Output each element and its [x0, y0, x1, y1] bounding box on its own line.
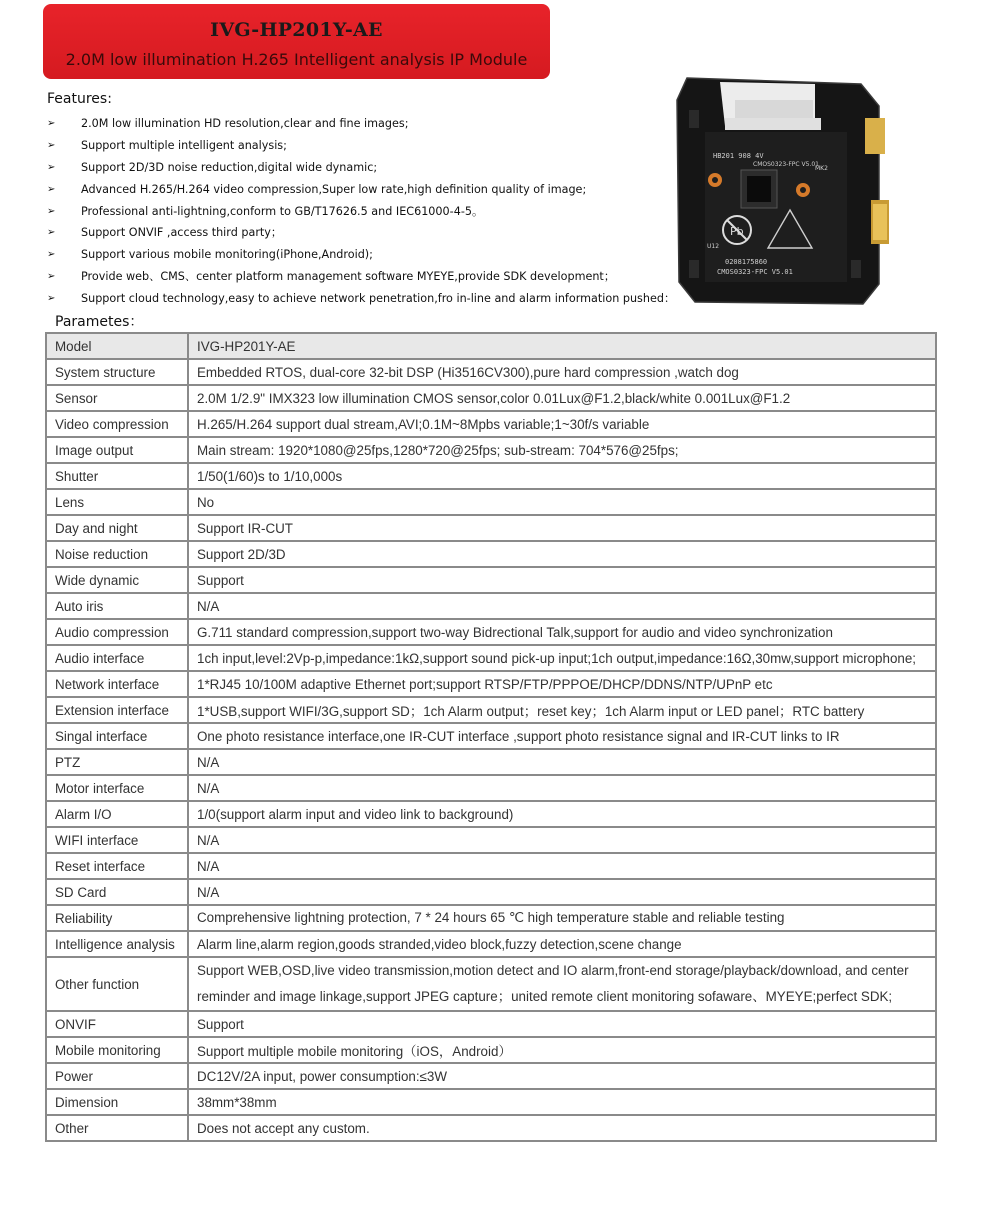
product-title: IVG-HP201Y-AE [210, 19, 383, 41]
parameter-value: Does not accept any custom. [188, 1115, 936, 1141]
parameter-value: 1ch input,level:2Vp-p,impedance:1kΩ,support sound pick-up input;1ch output,impedance:16Ω,30mw,support microphone; [188, 645, 936, 671]
feature-text: 2.0M low illumination HD resolution,clear and fine images; [81, 117, 409, 130]
parameter-label: Noise reduction [46, 541, 188, 567]
parameter-label: Power [46, 1063, 188, 1089]
feature-text: Support multiple intelligent analysis; [81, 138, 287, 152]
table-row [46, 801, 936, 827]
camera-module-photo [665, 70, 895, 310]
parameter-value: Support IR-CUT [188, 515, 936, 541]
feature-text: Support 2D/3D noise reduction,digital wide dynamic; [81, 160, 378, 174]
parameter-label: Wide dynamic [46, 567, 188, 593]
feature-text: Professional anti-lightning,conform to GB/T17626.5 and IEC61000-4-5。 [81, 204, 484, 218]
parameter-label: Auto iris [46, 593, 188, 619]
table-row [46, 1089, 936, 1115]
arrow-bullet-icon: ➢ [47, 183, 56, 195]
parameter-value: No [188, 489, 936, 515]
feature-text: Support various mobile monitoring(iPhone,Android); [81, 248, 373, 262]
parameter-label: Day and night [46, 515, 188, 541]
parameter-value: N/A [188, 879, 936, 905]
parameter-label: SD Card [46, 879, 188, 905]
parameter-value: H.265/H.264 support dual stream,AVI;0.1M~8Mpbs variable;1~30f/s variable [188, 411, 936, 437]
pb-marking: Pb [730, 225, 744, 238]
table-row [46, 463, 936, 489]
parameter-label: Network interface [46, 671, 188, 697]
parameter-value: Support 2D/3D [188, 541, 936, 567]
table-row [46, 723, 936, 749]
feature-item [47, 266, 675, 288]
feature-text: Provide web、CMS、center platform management software MYEYE,provide SDK development； [81, 270, 616, 284]
feature-item [47, 157, 675, 179]
parameter-value: 1*USB,support WIFI/3G,support SD；1ch Alarm output；reset key；1ch Alarm input or LED panel；RTC battery [188, 697, 936, 723]
table-row [46, 541, 936, 567]
parameter-value: IVG-HP201Y-AE [188, 333, 936, 359]
pcb-marking-mk1: MK2 [815, 165, 828, 172]
parameter-label: Video compression [46, 411, 188, 437]
parameter-label: WIFI interface [46, 827, 188, 853]
arrow-bullet-icon: ➢ [47, 271, 56, 283]
arrow-bullet-icon: ➢ [47, 293, 56, 305]
table-row [46, 827, 936, 853]
parameter-value: DC12V/2A input, power consumption:≤3W [188, 1063, 936, 1089]
table-row [46, 385, 936, 411]
parameter-value: N/A [188, 827, 936, 853]
features-heading: Features: [47, 91, 112, 107]
parameter-label: Shutter [46, 463, 188, 489]
feature-item [47, 288, 675, 310]
table-row [46, 645, 936, 671]
table-row [46, 749, 936, 775]
table-row [46, 411, 936, 437]
arrow-bullet-icon: ➢ [47, 249, 56, 261]
parameter-value: One photo resistance interface,one IR-CUT interface ,support photo resistance signal and IR-CUT links to IR [188, 723, 936, 749]
parameter-label: ONVIF [46, 1011, 188, 1037]
feature-item [47, 244, 675, 266]
feature-text: Advanced H.265/H.264 video compression,Super low rate,high definition quality of image; [81, 182, 587, 196]
table-row [46, 905, 936, 931]
parameter-label: System structure [46, 359, 188, 385]
parameter-label: Audio compression [46, 619, 188, 645]
table-row [46, 775, 936, 801]
feature-list [47, 113, 675, 310]
pcb-marking-serial: 0208175860 [725, 258, 768, 266]
parameter-value: 38mm*38mm [188, 1089, 936, 1115]
pcb-marking-mk2: U12 [707, 243, 720, 250]
parameter-label: Dimension [46, 1089, 188, 1115]
product-subtitle: 2.0M low illumination H.265 Intelligent analysis IP Module [65, 50, 528, 69]
table-row [46, 931, 936, 957]
parameter-label: Other function [46, 957, 188, 1011]
parameter-label: Sensor [46, 385, 188, 411]
parameter-value: N/A [188, 775, 936, 801]
parameter-value: 1/0(support alarm input and video link to background) [188, 801, 936, 827]
feature-text: Support ONVIF ,access third party； [81, 226, 283, 240]
parameter-value: Support [188, 567, 936, 593]
arrow-bullet-icon: ➢ [47, 139, 56, 151]
feature-item [47, 201, 675, 223]
feature-item [47, 179, 675, 201]
pcb-marking-model: CMOS0323-FPC V5.01 [717, 268, 793, 276]
parameter-value: 1/50(1/60)s to 1/10,000s [188, 463, 936, 489]
table-row [46, 515, 936, 541]
parameter-label: Lens [46, 489, 188, 515]
specifications-table [45, 332, 937, 1142]
parameter-value: N/A [188, 853, 936, 879]
table-row [46, 853, 936, 879]
feature-text: Support cloud technology,easy to achieve network penetration,fro in-line and alarm information pushed： [81, 292, 676, 306]
parameter-value: 1*RJ45 10/100M adaptive Ethernet port;support RTSP/FTP/PPPOE/DHCP/DDNS/NTP/UPnP etc [188, 671, 936, 697]
feature-item [47, 113, 675, 135]
table-row [46, 1037, 936, 1063]
parameter-label: Audio interface [46, 645, 188, 671]
table-row [46, 697, 936, 723]
table-row [46, 671, 936, 697]
parameter-label: Other [46, 1115, 188, 1141]
arrow-bullet-icon: ➢ [47, 161, 56, 173]
parameter-label: PTZ [46, 749, 188, 775]
table-row [46, 1115, 936, 1141]
parameter-label: Motor interface [46, 775, 188, 801]
arrow-bullet-icon: ➢ [47, 227, 56, 239]
parameter-label: Singal interface [46, 723, 188, 749]
parameter-value: Support [188, 1011, 936, 1037]
feature-item [47, 135, 675, 157]
parameters-heading: Parametes： [55, 314, 144, 330]
parameter-label: Mobile monitoring [46, 1037, 188, 1063]
parameter-value: Main stream: 1920*1080@25fps,1280*720@25fps; sub-stream: 704*576@25fps; [188, 437, 936, 463]
parameter-value: Comprehensive lightning protection, 7 * 24 hours 65 ℃ high temperature stable and reliable testing [188, 905, 936, 931]
table-row [46, 1011, 936, 1037]
title-banner [43, 4, 550, 79]
arrow-bullet-icon: ➢ [47, 205, 56, 217]
table-row [46, 489, 936, 515]
parameter-label: Model [46, 333, 188, 359]
arrow-bullet-icon: ➢ [47, 118, 56, 129]
parameter-label: Intelligence analysis [46, 931, 188, 957]
table-row [46, 957, 936, 1011]
table-row [46, 567, 936, 593]
feature-item [47, 222, 675, 244]
parameter-value: N/A [188, 749, 936, 775]
table-row [46, 359, 936, 385]
parameter-label: Alarm I/O [46, 801, 188, 827]
parameter-value: N/A [188, 593, 936, 619]
table-row [46, 879, 936, 905]
pcb-marking-top: HB201 908 4V [713, 152, 764, 160]
table-row [46, 333, 936, 359]
table-row [46, 437, 936, 463]
parameter-label: Image output [46, 437, 188, 463]
parameter-value: G.711 standard compression,support two-way Bidrectional Talk,support for audio and video synchronization [188, 619, 936, 645]
table-row [46, 619, 936, 645]
parameter-value: Support WEB,OSD,live video transmission,motion detect and IO alarm,front-end storage/playback/download, and center reminder and image linkage,support JPEG capture；united remote client monitoring sofaware、MYEYE;perfect SDK; [188, 957, 936, 1011]
table-row [46, 593, 936, 619]
parameter-label: Reset interface [46, 853, 188, 879]
parameter-value: 2.0M 1/2.9" IMX323 low illumination CMOS sensor,color 0.01Lux@F1.2,black/white 0.001Lux@F1.2 [188, 385, 936, 411]
parameter-value: Support multiple mobile monitoring（iOS，Android） [188, 1037, 936, 1063]
parameter-label: Extension interface [46, 697, 188, 723]
parameter-value: Alarm line,alarm region,goods stranded,video block,fuzzy detection,scene change [188, 931, 936, 957]
parameter-label: Reliability [46, 905, 188, 931]
parameter-value: Embedded RTOS, dual-core 32-bit DSP (Hi3516CV300),pure hard compression ,watch dog [188, 359, 936, 385]
table-row [46, 1063, 936, 1089]
pcb-marking-u12: CMOS0323-FPC V5.01 [753, 161, 819, 168]
